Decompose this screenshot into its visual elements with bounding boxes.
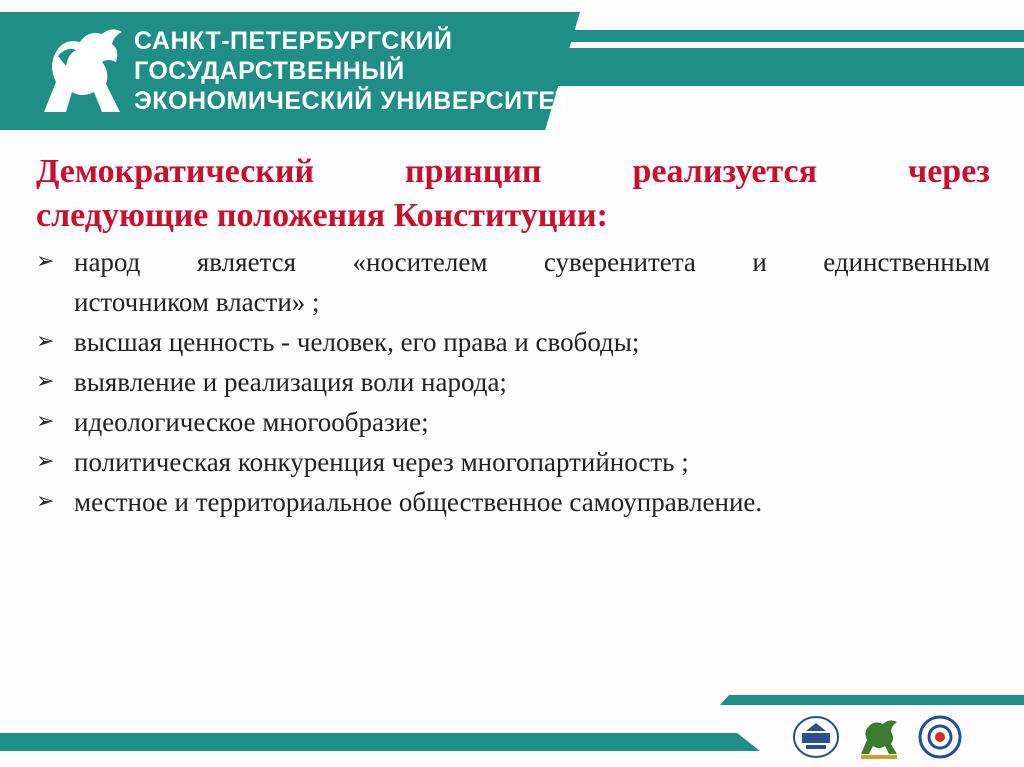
heading-word: реализуется <box>632 153 818 190</box>
bullet-list <box>36 242 990 522</box>
list-item <box>36 402 990 442</box>
list-item <box>36 322 990 362</box>
griffin-small-logo-icon <box>852 714 904 760</box>
header-stripe-thin <box>515 30 1024 42</box>
list-item <box>36 242 990 322</box>
heading-word: через <box>908 153 990 190</box>
bullet-text: выявление и реализация воли народа; <box>74 367 507 397</box>
arrow-bullet-icon: ➢ <box>36 249 55 274</box>
slide-heading <box>36 150 990 238</box>
arrow-bullet-icon: ➢ <box>36 409 55 434</box>
bullet-text: политическая конкуренция через многопартийность ; <box>74 447 689 477</box>
list-item <box>36 442 990 482</box>
arrow-bullet-icon: ➢ <box>36 489 55 514</box>
bullet-word: и <box>752 247 767 277</box>
bullet-text: идеологическое многообразие; <box>74 407 429 437</box>
bullet-text: высшая ценность - человек, его права и свободы; <box>74 327 640 357</box>
bullet-text: местное и территориальное общественное самоуправление. <box>74 487 763 517</box>
heading-line-2: следующие положения Конституции: <box>36 197 608 234</box>
header-stripe-wide <box>540 48 1024 86</box>
footer-stripe <box>720 695 1024 705</box>
bullet-word: народ <box>74 247 141 277</box>
university-name-line: ГОСУДАРСТВЕННЫЙ <box>134 57 405 85</box>
university-name-line: ЭКОНОМИЧЕСКИЙ УНИВЕРСИТЕТ <box>134 87 572 115</box>
university-name <box>134 26 572 116</box>
griffin-logo-icon <box>36 22 128 118</box>
bullet-word: единственным <box>823 247 990 277</box>
content-area <box>36 150 990 522</box>
partner-logo-icon <box>790 714 842 760</box>
footer-band <box>0 733 760 751</box>
arrow-bullet-icon: ➢ <box>36 369 55 394</box>
arrow-bullet-icon: ➢ <box>36 329 55 354</box>
heading-word: принцип <box>405 153 542 190</box>
arrow-bullet-icon: ➢ <box>36 449 55 474</box>
heading-word: Демократический <box>36 153 315 190</box>
bullet-word: «носителем <box>352 247 488 277</box>
bullet-word: является <box>196 247 297 277</box>
university-name-line: САНКТ-ПЕТЕРБУРГСКИЙ <box>134 27 453 55</box>
bullet-line-2: источником власти» ; <box>74 287 320 317</box>
list-item <box>36 362 990 402</box>
bullet-word: суверенитета <box>543 247 696 277</box>
list-item <box>36 482 990 522</box>
footer-logos <box>790 712 966 762</box>
partner-logo-icon <box>914 714 966 760</box>
